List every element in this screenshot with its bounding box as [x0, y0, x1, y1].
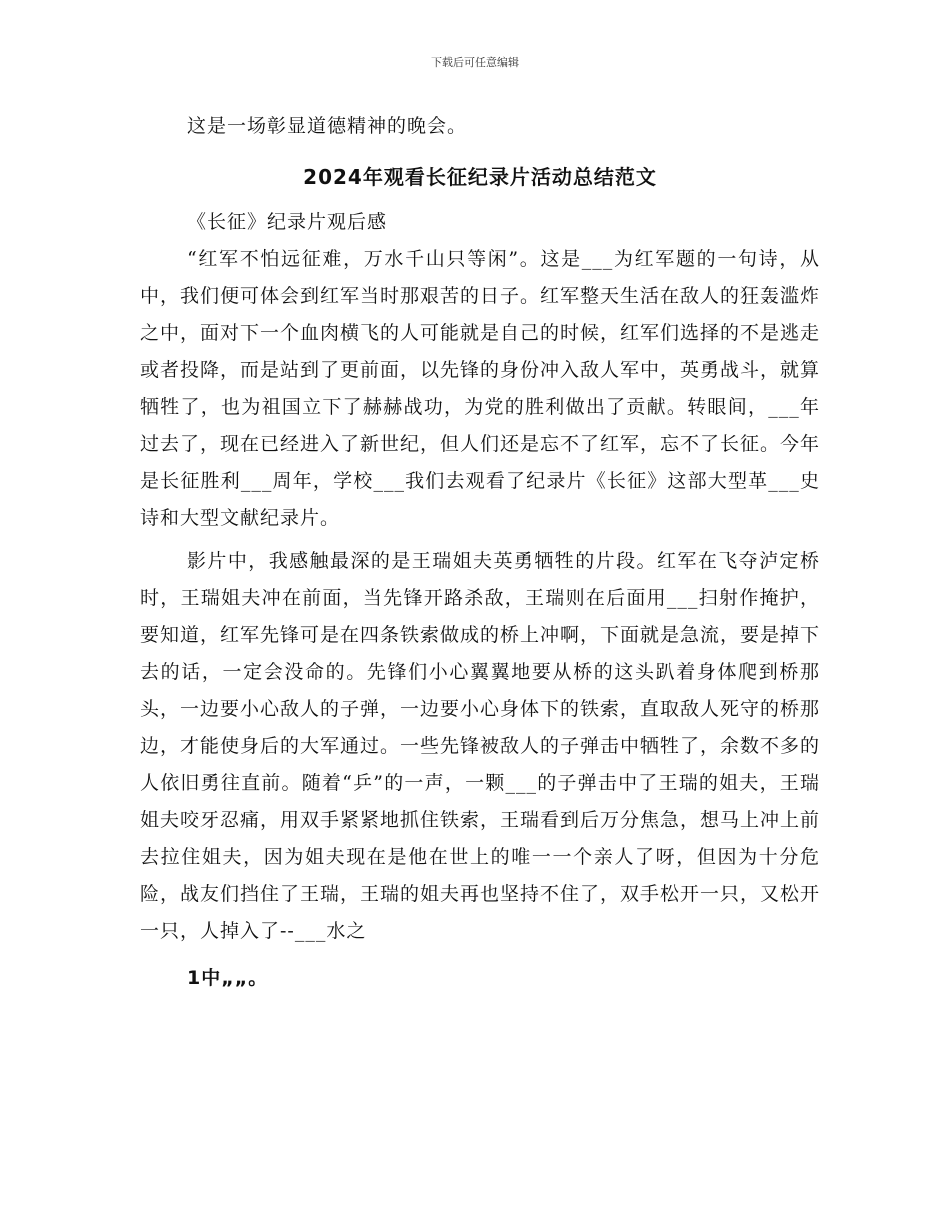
document-title: 2024年观看长征纪录片活动总结范文 [303, 165, 657, 189]
body-paragraph-2: 影片中，我感触最深的是王瑞姐夫英勇牺牲的片段。红军在飞夺泸定桥时，王瑞姐夫冲在前面，当先锋开路杀敌，王瑞则在后面用___扫射作掩护，要知道，红军先锋可是在四条铁索做成的桥上冲啊，下面就是急流，要是掉下去的话，一定会没命的。先锋们小心翼翼地要从桥的这头趴着身体爬到桥那头，一边要小心敌人的子弹，一边要小心身体下的铁索，直取敌人死守的桥那边，才能使身后的大军通过。一些先锋被敌人的子弹击中牺牲了，余数不多的人依旧勇往直前。随着“乒”的一声，一颗___的子弹击中了王瑞的姐夫，王瑞姐夫咬牙忍痛，用双手紧紧地抓住铁索，王瑞看到后万分焦急，想马上冲上前去拉住姐夫，因为姐夫现在是他在世上的唯一一个亲人了呀，但因为十分危险，战友们挡住了王瑞，王瑞的姐夫再也坚持不住了，双手松开一只，又松开一只，人掉入了--___水之 [140, 550, 821, 942]
document-body [140, 108, 820, 997]
document-subtitle: 《长征》纪录片观后感 [187, 211, 388, 233]
previous-closing-line: 这是一场彰显道德精神的晚会。 [187, 115, 468, 137]
body-paragraph-1: “红军不怕远征难，万水千山只等闲”。这是___为红军题的一句诗，从中，我们便可体会到红军当时那艰苦的日子。红军整天生活在敌人的狂轰滥炸之中，面对下一个血肉横飞的人可能就是自己的时候，红军们选择的不是逃走或者投降，而是站到了更前面，以先锋的身份冲入敌人军中，英勇战斗，就算牺牲了，也为祖国立下了赫赫战功，为党的胜利做出了贡献。转眼间，___年过去了，现在已经进入了新世纪，但人们还是忘不了红军，忘不了长征。今年是长征胜利___周年，学校___我们去观看了纪录片《长征》这部大型革___史诗和大型文献纪录片。 [140, 248, 821, 529]
paragraph-continuation-mark: 1中„„。 [187, 967, 269, 989]
page-header: 下载后可任意编辑 [431, 56, 519, 69]
